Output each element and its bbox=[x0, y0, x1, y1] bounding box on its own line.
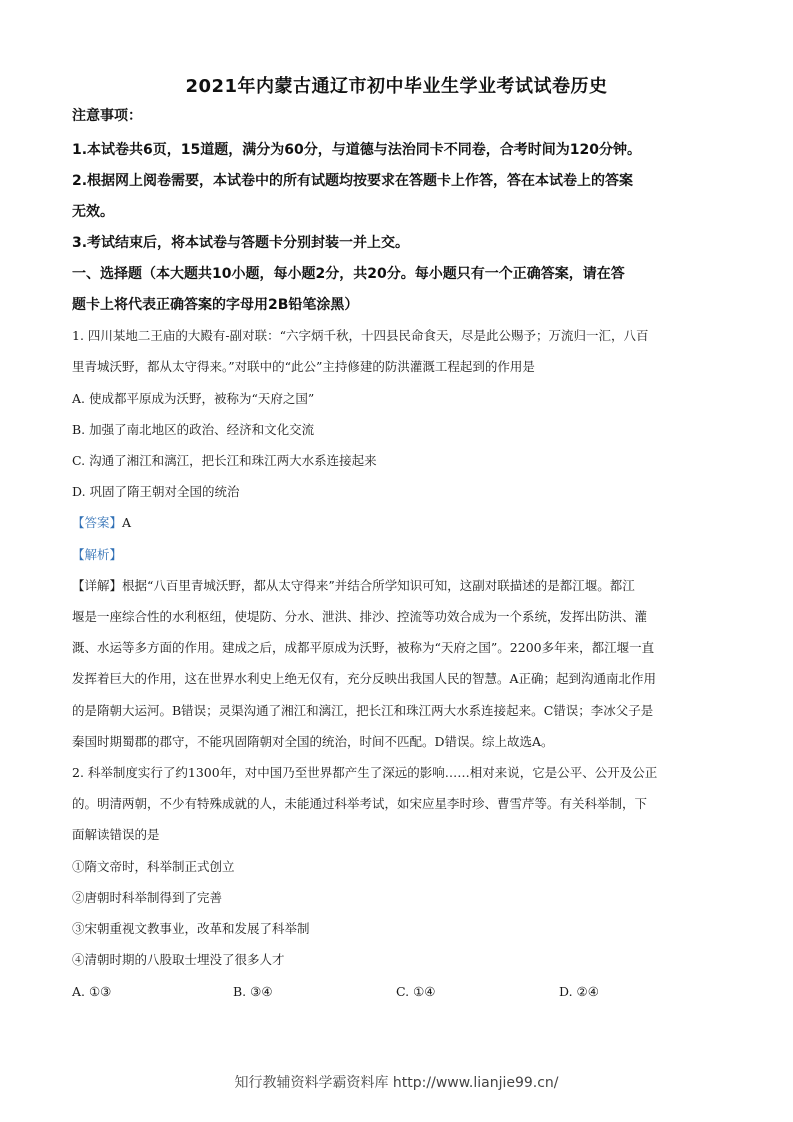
notice-item-1: 1.本试卷共6页，15道题，满分为60分，与道德与法治同卡不同卷，合考时间为120分钟。 bbox=[72, 142, 641, 158]
detail-tag: 【详解】 bbox=[72, 578, 123, 593]
section-heading: 一、选择题（本大题共10小题，每小题2分，共20分。每小题只有一个正确答案，请在答 bbox=[72, 266, 625, 282]
answer-tag: 【答案】 bbox=[72, 515, 123, 530]
question-1-option-a: A. 使成都平原成为沃野，被称为“天府之国” bbox=[72, 391, 315, 406]
section-heading-cont: 题卡上将代表正确答案的字母用2B铅笔涂黑） bbox=[72, 297, 359, 313]
question-1-option-d: D. 巩固了隋王朝对全国的统治 bbox=[72, 484, 240, 499]
question-2-stem-cont: 的。明清两朝，不少有特殊成就的人，未能通过科举考试，如宋应星李时珍、曹雪芹等。有关科举制，下 bbox=[72, 796, 648, 811]
page-title: 2021年内蒙古通辽市初中毕业生学业考试试卷历史 bbox=[185, 76, 608, 97]
question-1-stem-cont: 里青城沃野，都从太守得来。”对联中的“此公”主持修建的防洪灌溉工程起到的作用是 bbox=[72, 359, 535, 374]
question-1-analysis bbox=[72, 546, 732, 564]
notice-item-3: 3.考试结束后，将本试卷与答题卡分别封装一并上交。 bbox=[72, 235, 410, 251]
footer-watermark: 知行教辅资料学霸资料库 http://www.lianjie99.cn/ bbox=[234, 1075, 559, 1091]
question-2-option-a: A. ①③ bbox=[72, 984, 112, 999]
question-1-option-c: C. 沟通了湘江和漓江，把长江和珠江两大水系连接起来 bbox=[72, 453, 377, 468]
detail-line-1: 根据“八百里青城沃野，都从太守得来”并结合所学知识可知，这副对联描述的是都江堰。都江 bbox=[122, 578, 635, 593]
notice-item-2-cont: 无效。 bbox=[72, 204, 114, 220]
analysis-tag: 【解析】 bbox=[72, 547, 123, 562]
question-1-option-b: B. 加强了南北地区的政治、经济和文化交流 bbox=[72, 422, 315, 437]
notice-heading: 注意事项： bbox=[72, 108, 142, 124]
detail-line-5: 的是隋朝大运河。B错误；灵渠沟通了湘江和漓江，把长江和珠江两大水系连接起来。C错误；李冰父子是 bbox=[72, 703, 654, 718]
detail-line-6: 秦国时期蜀郡的郡守，不能巩固隋朝对全国的统治，时间不匹配。D错误。综上故选A。 bbox=[72, 734, 554, 749]
question-2-item-2: ②唐朝时科举制得到了完善 bbox=[72, 890, 223, 905]
detail-line-4: 发挥着巨大的作用，这在世界水利史上绝无仅有，充分反映出我国人民的智慧。A正确；起到沟通南北作用 bbox=[72, 671, 657, 686]
question-2-stem: 2. 科举制度实行了约1300年，对中国乃至世界都产生了深远的影响……相对来说，它是公平、公开及公正 bbox=[72, 765, 658, 780]
detail-line-2: 堰是一座综合性的水利枢纽，使堤防、分水、泄洪、排沙、控流等功效合成为一个系统，发挥出防洪、灌 bbox=[72, 609, 648, 624]
question-1-detail bbox=[72, 577, 732, 595]
question-1-stem: 1. 四川某地二王庙的大殿有-副对联：“六字炳千秋，十四县民命食天，尽是此公赐予；万流归一汇，八百 bbox=[72, 328, 649, 343]
detail-line-3: 溉、水运等多方面的作用。建成之后，成都平原成为沃野，被称为“天府之国”。2200多年来，都江堰一直 bbox=[72, 640, 655, 655]
question-2-stem-cont-2: 面解读错误的是 bbox=[72, 827, 160, 842]
question-2-item-4: ④清朝时期的八股取士埋没了很多人才 bbox=[72, 952, 285, 967]
notice-item-2: 2.根据网上阅卷需要，本试卷中的所有试题均按要求在答题卡上作答，答在本试卷上的答案 bbox=[72, 173, 634, 189]
question-1-answer bbox=[72, 514, 732, 532]
question-2-item-3: ③宋朝重视文教事业，改革和发展了科举制 bbox=[72, 921, 310, 936]
question-2-option-c: C. ①④ bbox=[396, 984, 436, 999]
question-2-item-1: ①隋文帝时，科举制正式创立 bbox=[72, 859, 235, 874]
answer-value: A bbox=[122, 515, 132, 530]
question-2-option-b: B. ③④ bbox=[233, 984, 273, 999]
question-2-option-d: D. ②④ bbox=[559, 984, 599, 999]
